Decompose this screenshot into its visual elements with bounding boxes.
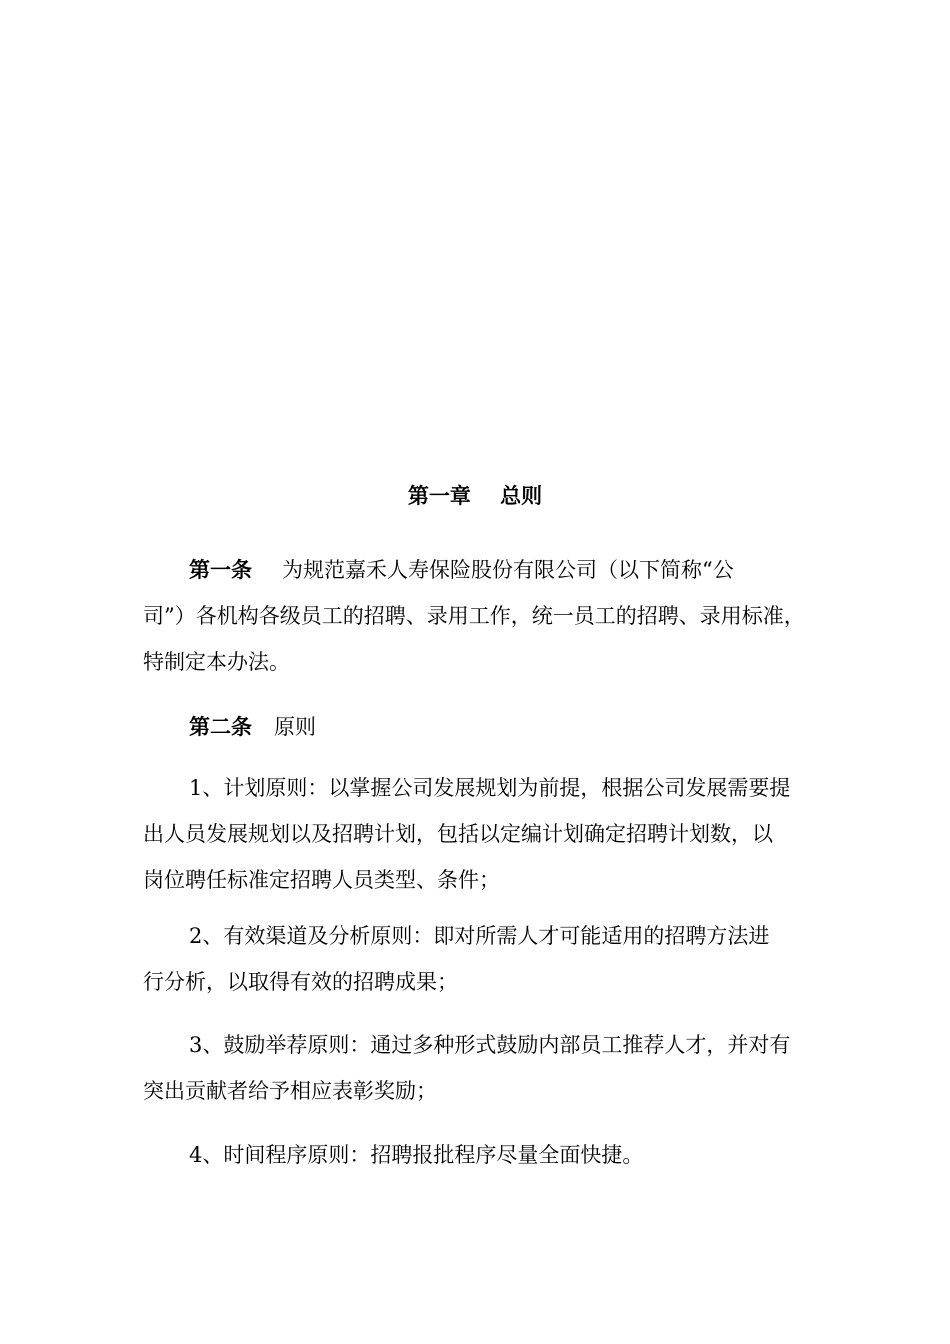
principle-4 <box>143 1132 809 1178</box>
principle-1-line-1: 1、计划原则：以掌握公司发展规划为前提，根据公司发展需要提 <box>189 776 791 800</box>
principle-3 <box>143 1022 809 1114</box>
principle-3-line-1: 3、鼓励举荐原则：通过多种形式鼓励内部员工推荐人才，并对有 <box>189 1033 791 1057</box>
chapter-title: 第一章 总则 <box>407 483 543 508</box>
principle-4-line-1: 4、时间程序原则：招聘报批程序尽量全面快捷。 <box>189 1143 644 1167</box>
article-2 <box>143 704 809 750</box>
article-1-text-1: 为规范嘉禾人寿保险股份有限公司（以下简称“公 <box>282 558 734 582</box>
article-2-text: 原则 <box>274 715 316 739</box>
principle-1 <box>143 765 809 903</box>
article-1-line-3: 特制定本办法。 <box>143 650 290 674</box>
article-1-line-1 <box>143 547 809 593</box>
principle-1-line-3: 岗位聘任标准定招聘人员类型、条件； <box>143 868 500 892</box>
article-1-label: 第一条 <box>189 557 252 582</box>
article-1 <box>143 547 809 685</box>
principle-2-line-2: 行分析，以取得有效的招聘成果； <box>143 970 458 994</box>
principle-2 <box>143 913 809 1005</box>
article-2-line-1 <box>143 704 809 750</box>
article-1-line-2: 司”）各机构各级员工的招聘、录用工作，统一员工的招聘、录用标准， <box>143 604 805 628</box>
principle-2-line-1: 2、有效渠道及分析原则：即对所需人才可能适用的招聘方法进 <box>189 924 770 948</box>
article-2-label: 第二条 <box>189 714 252 739</box>
principle-3-line-2: 突出贡献者给予相应表彰奖励； <box>143 1079 437 1103</box>
principle-1-line-2: 出人员发展规划以及招聘计划，包括以定编计划确定招聘计划数，以 <box>143 822 773 846</box>
